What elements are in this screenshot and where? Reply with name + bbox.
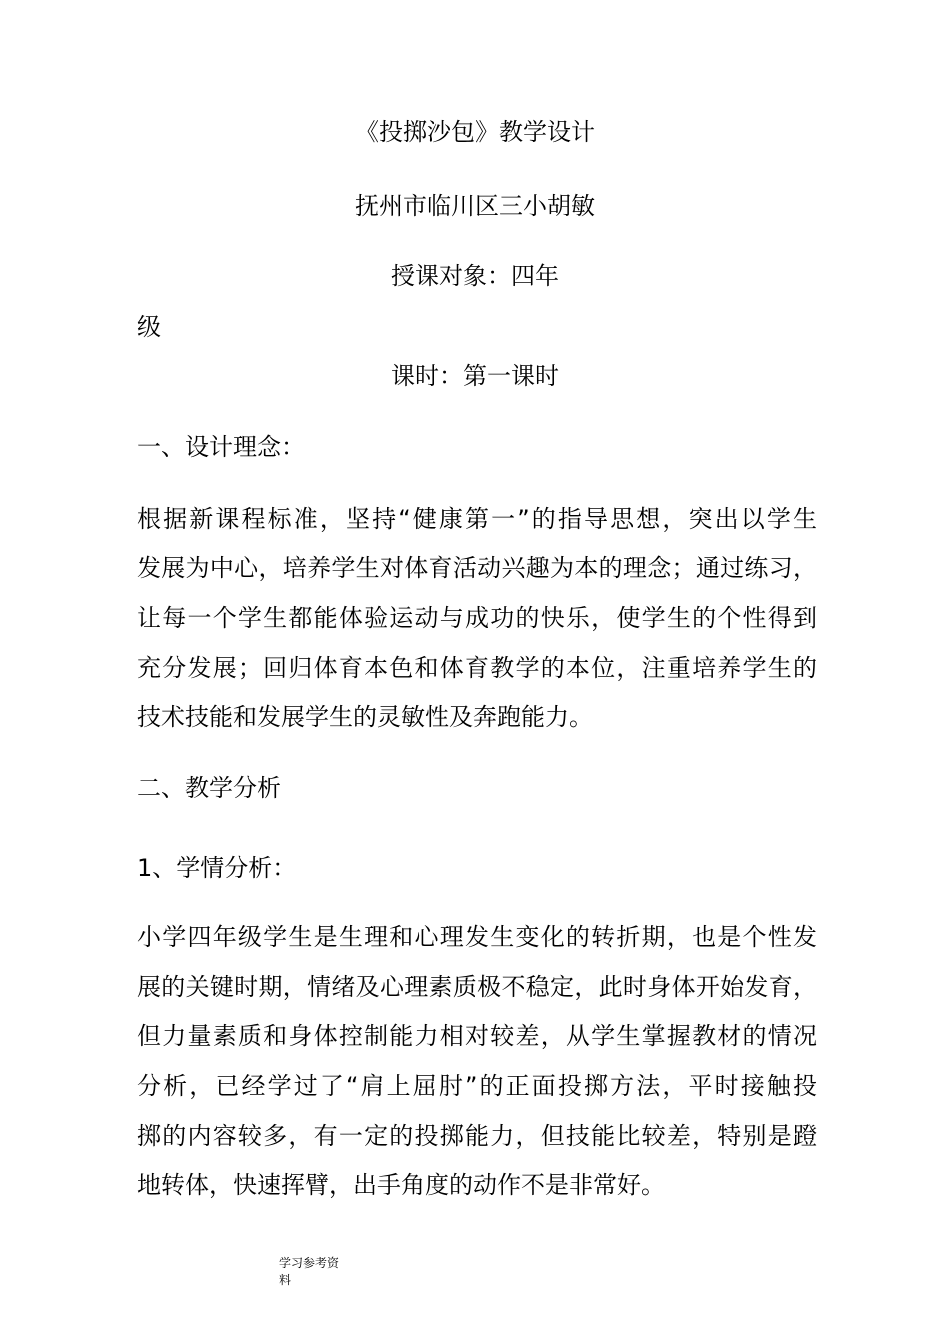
document-title: 《投掷沙包》教学设计 xyxy=(355,118,595,146)
section-heading-teaching-analysis: 二、教学分析 xyxy=(137,774,281,802)
paragraph-line: 分析，已经学过了“肩上屈肘”的正面投掷方法，平时接触投 xyxy=(137,1072,817,1100)
paragraph-line: 让每一个学生都能体验运动与成功的快乐，使学生的个性得到 xyxy=(137,604,817,632)
audience-line-continued: 级 xyxy=(137,313,161,341)
paragraph-line: 技术技能和发展学生的灵敏性及奔跑能力。 xyxy=(137,703,593,731)
section-heading-design-concept: 一、设计理念： xyxy=(137,433,305,461)
footer-note: 学习参考资 xyxy=(279,1256,340,1270)
paragraph-line: 但力量素质和身体控制能力相对较差，从学生掌握教材的情况 xyxy=(137,1022,817,1050)
author-line: 抚州市临川区三小胡敏 xyxy=(355,192,595,220)
paragraph-line: 发展为中心，培养学生对体育活动兴趣为本的理念；通过练习， xyxy=(137,554,817,582)
audience-line: 授课对象：四年 xyxy=(391,262,559,290)
sub-heading-student-analysis: 1、学情分析： xyxy=(137,854,297,882)
paragraph-line: 地转体，快速挥臂，出手角度的动作不是非常好。 xyxy=(137,1171,665,1199)
footer-note-continued: 料 xyxy=(279,1273,292,1287)
paragraph-line: 小学四年级学生是生理和心理发生变化的转折期，也是个性发 xyxy=(137,923,817,951)
paragraph-line: 充分发展；回归体育本色和体育教学的本位，注重培养学生的 xyxy=(137,654,817,682)
paragraph-line: 根据新课程标准，坚持“健康第一”的指导思想，突出以学生 xyxy=(137,505,817,533)
paragraph-line: 展的关键时期，情绪及心理素质极不稳定，此时身体开始发育， xyxy=(137,973,817,1001)
paragraph-line: 掷的内容较多，有一定的投掷能力，但技能比较差，特别是蹬 xyxy=(137,1122,817,1150)
period-line: 课时：第一课时 xyxy=(391,362,559,390)
